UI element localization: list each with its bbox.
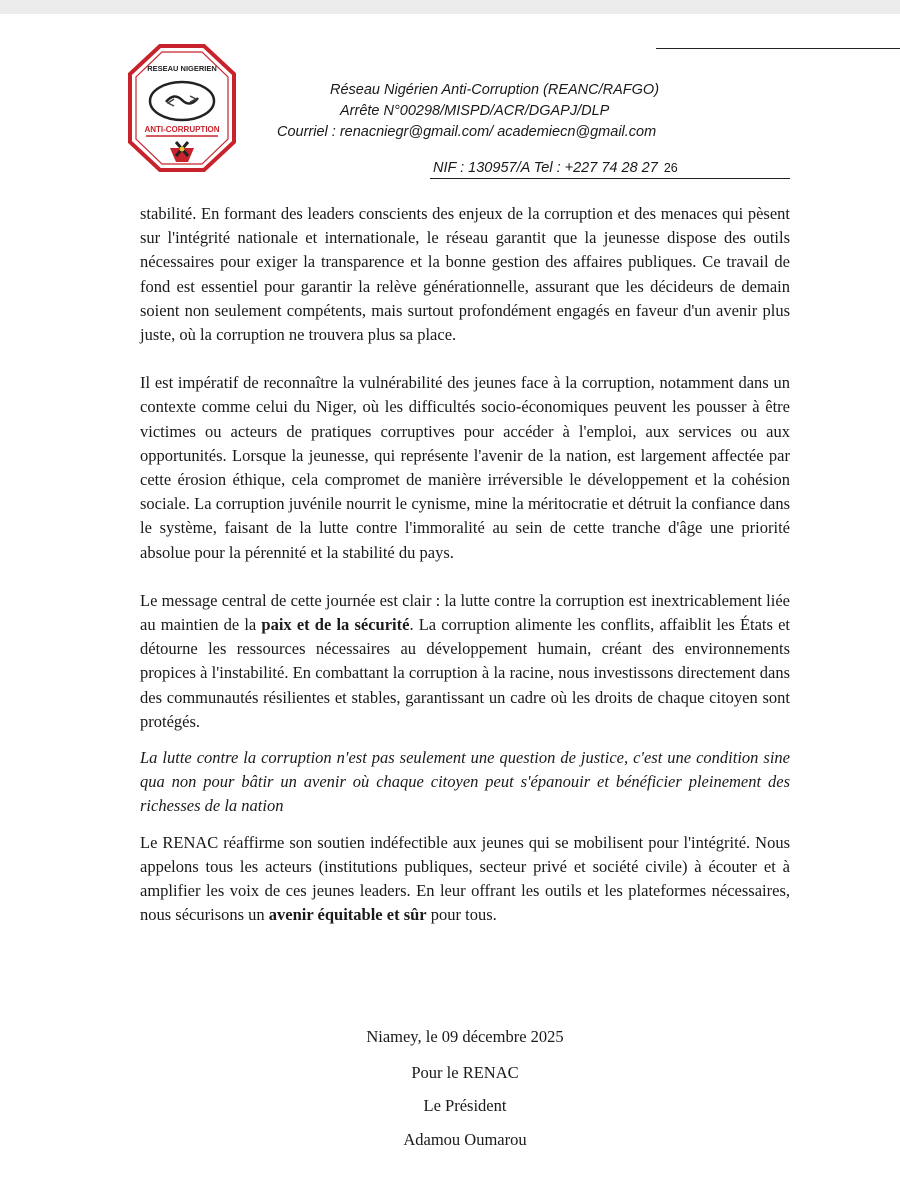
top-right-rule — [656, 48, 900, 49]
paragraph-3-part-b: . La corruption alimente les conflits, affaiblit les États et détourne les ressources nécessaires au développement humain, créant des environnements propices à l'instabilité. En combattant la corruption à la racine, nous investissons directement dans des communautés résilientes et stables, garantissant un cadre où les droits de chaque citoyen sont protégés. — [140, 615, 791, 731]
email-line: Courriel : renacniegr@gmail.com/ academiecn@gmail.com — [277, 124, 657, 140]
italic-quote-paragraph: La lutte contre la corruption n'est pas seulement une question de justice, c'est une condition sine qua non pour bâtir un avenir où chaque citoyen peut s'épanouir et bénéficier pleinement des richesses de la nation — [140, 748, 790, 816]
paragraph-3-part-a: Le message central de cette journée est clair : la lutte contre la corruption est inextricablement liée au maintien de la — [140, 590, 790, 635]
signatory-title: Le Président — [423, 1096, 507, 1115]
for-org: Pour le RENAC — [411, 1063, 519, 1082]
org-name-line: Réseau Nigérien Anti-Corruption (REANC/RAFGO) — [330, 82, 660, 98]
logo-bottom-text: ANTI-CORRUPTION — [144, 125, 220, 134]
nif-tel-line — [433, 158, 678, 178]
letter-body — [140, 202, 790, 927]
paragraph-3-bold: paix et de la sécurité — [261, 615, 410, 635]
logo-top-text: RESEAU NIGERIEN — [147, 64, 217, 73]
page-top-band — [0, 0, 900, 14]
nif-tel-text: NIF : 130957/A Tel : +227 74 28 27 — [433, 160, 658, 176]
paragraph-1: stabilité. En formant des leaders conscients des enjeux de la corruption et des menaces qui pèsent sur l'intégrité nationale et internationale, le réseau garantit que la jeunesse dispose des outils nécessaires pour exiger la transparence et la bonne gestion des affaires publiques. Ce travail de fond est essentiel pour garantir la relève générationnelle, assurant que les décideurs de demain soient non seulement compétents, mais surtout profondément engagés en faveur d'un avenir plus juste, où la corruption ne trouvera plus sa place. — [140, 204, 790, 345]
nif-suffix: 26 — [663, 161, 678, 175]
paragraph-5-part-b: pour tous. — [426, 905, 497, 925]
renac-logo — [126, 44, 238, 176]
header-rule — [430, 178, 790, 179]
signatory-name: Adamou Oumarou — [403, 1130, 527, 1149]
decree-line: Arrête N°00298/MISPD/ACR/DGAPJ/DLP — [340, 103, 610, 119]
place-date: Niamey, le 09 décembre 2025 — [366, 1027, 564, 1046]
paragraph-5-bold: avenir équitable et sûr — [268, 905, 427, 925]
paragraph-5 — [140, 831, 790, 928]
paragraph-2: Il est impératif de reconnaître la vulnérabilité des jeunes face à la corruption, notamment dans un contexte comme celui du Niger, où les difficultés socio-économiques peuvent les pousser à être victimes ou acteurs de pratiques corruptives pour accéder à l'emploi, aux services ou aux opportunités. Lorsque la jeunesse, qui représente l'avenir de la nation, est largement affectée par cette érosion éthique, cela compromet de manière irréversible le développement et la cohésion sociale. La corruption juvénile nourrit le cynisme, mine la méritocratie et détruit la confiance dans le système, faisant de la lutte contre l'immoralité au sein de cette tranche d'âge une priorité absolue pour la pérennité et la stabilité du pays. — [140, 373, 790, 562]
paragraph-3 — [140, 589, 790, 734]
paragraph-5-part-a: Le RENAC réaffirme son soutien indéfectible aux jeunes qui se mobilisent pour l'intégrité. Nous appelons tous les acteurs (institutions publiques, secteur privé et société civile) à écouter et à amplifier les voix de ces jeunes leaders. En leur offrant les outils et les plateformes nécessaires, nous sécurisons un — [140, 832, 790, 925]
